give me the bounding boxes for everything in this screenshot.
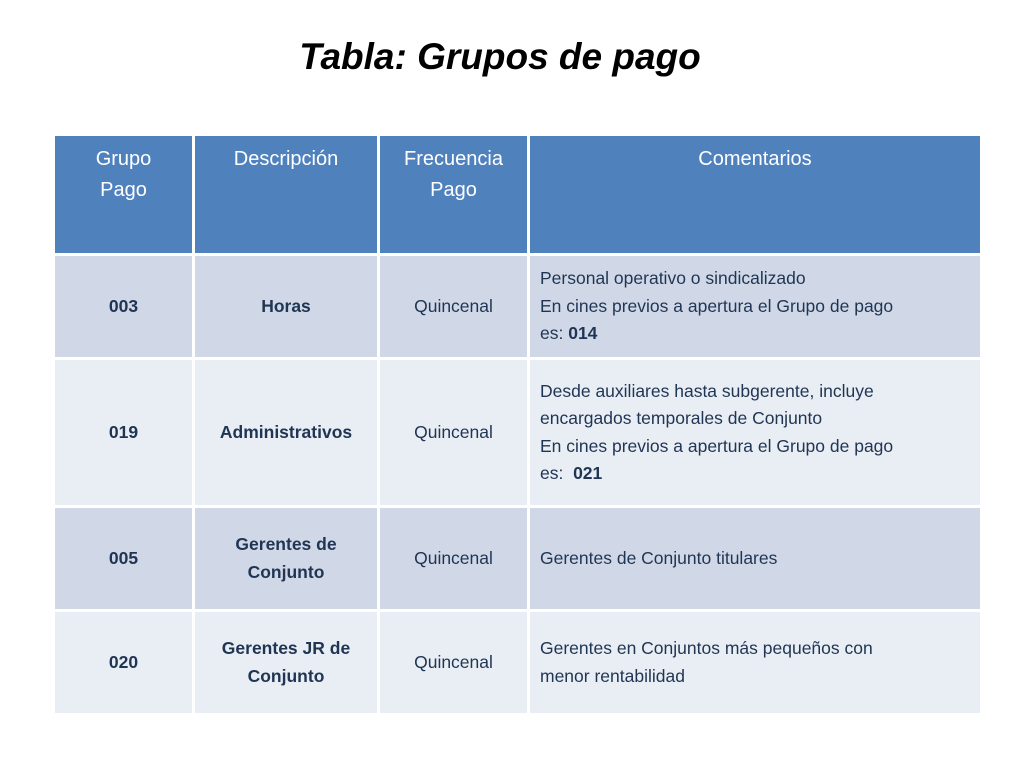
table-row xyxy=(54,255,982,359)
cell-descripcion xyxy=(194,507,379,611)
header-grupo-pago xyxy=(54,135,194,255)
comment-line xyxy=(540,320,970,348)
comment-line: encargados temporales de Conjunto xyxy=(540,408,823,428)
slide-title: Tabla: Grupos de pago xyxy=(299,36,701,77)
cell-frecuencia: Quincenal xyxy=(379,359,529,507)
header-frecuencia-pago-line1: Frecuencia xyxy=(404,148,503,170)
descripcion-line: Administrativos xyxy=(219,421,353,442)
cell-frecuencia: Quincenal xyxy=(379,507,529,611)
table-row xyxy=(54,611,982,715)
table-header-row xyxy=(54,135,982,255)
cell-descripcion xyxy=(194,359,379,507)
cell-frecuencia: Quincenal xyxy=(379,255,529,359)
cell-descripcion xyxy=(194,255,379,359)
comment-line: En cines previos a apertura el Grupo de pago xyxy=(540,295,894,316)
table-row xyxy=(54,359,982,507)
pay-group-code: 021 xyxy=(573,463,603,483)
comment-line: Desde auxiliares hasta subgerente, incluye xyxy=(540,380,874,401)
cell-comentarios xyxy=(529,507,982,611)
descripcion-line: Gerentes de xyxy=(235,534,337,554)
header-descripcion: Descripción xyxy=(194,135,379,255)
cell-comentarios xyxy=(529,255,982,359)
header-grupo-pago-line1: Grupo xyxy=(95,148,152,170)
cell-comentarios xyxy=(529,611,982,715)
comment-prefix: es: xyxy=(540,463,574,483)
descripcion-line: Horas xyxy=(261,295,311,316)
cell-grupo: 020 xyxy=(54,611,194,715)
comment-line: menor rentabilidad xyxy=(540,665,685,686)
header-grupo-pago-line2: Pago xyxy=(100,179,147,201)
header-frecuencia-pago xyxy=(379,135,529,255)
comment-line xyxy=(540,460,970,488)
comment-line: Gerentes de Conjunto titulares xyxy=(540,547,778,568)
cell-frecuencia: Quincenal xyxy=(379,611,529,715)
header-frecuencia-pago-line2: Pago xyxy=(430,179,477,201)
cell-grupo: 005 xyxy=(54,507,194,611)
comment-prefix: es: xyxy=(540,323,569,344)
pay-groups-table xyxy=(52,133,983,716)
descripcion-line: Conjunto xyxy=(247,665,325,686)
cell-grupo: 019 xyxy=(54,359,194,507)
comment-line: Personal operativo o sindicalizado xyxy=(540,268,806,289)
descripcion-line: Conjunto xyxy=(247,561,325,582)
cell-comentarios xyxy=(529,359,982,507)
comment-line: En cines previos a apertura el Grupo de pago xyxy=(540,435,894,456)
comment-line: Gerentes en Conjuntos más pequeños con xyxy=(540,638,873,658)
table-row xyxy=(54,507,982,611)
pay-group-code: 014 xyxy=(568,323,598,344)
cell-grupo: 003 xyxy=(54,255,194,359)
header-comentarios: Comentarios xyxy=(529,135,982,255)
descripcion-line: Gerentes JR de xyxy=(221,638,351,658)
cell-descripcion xyxy=(194,611,379,715)
